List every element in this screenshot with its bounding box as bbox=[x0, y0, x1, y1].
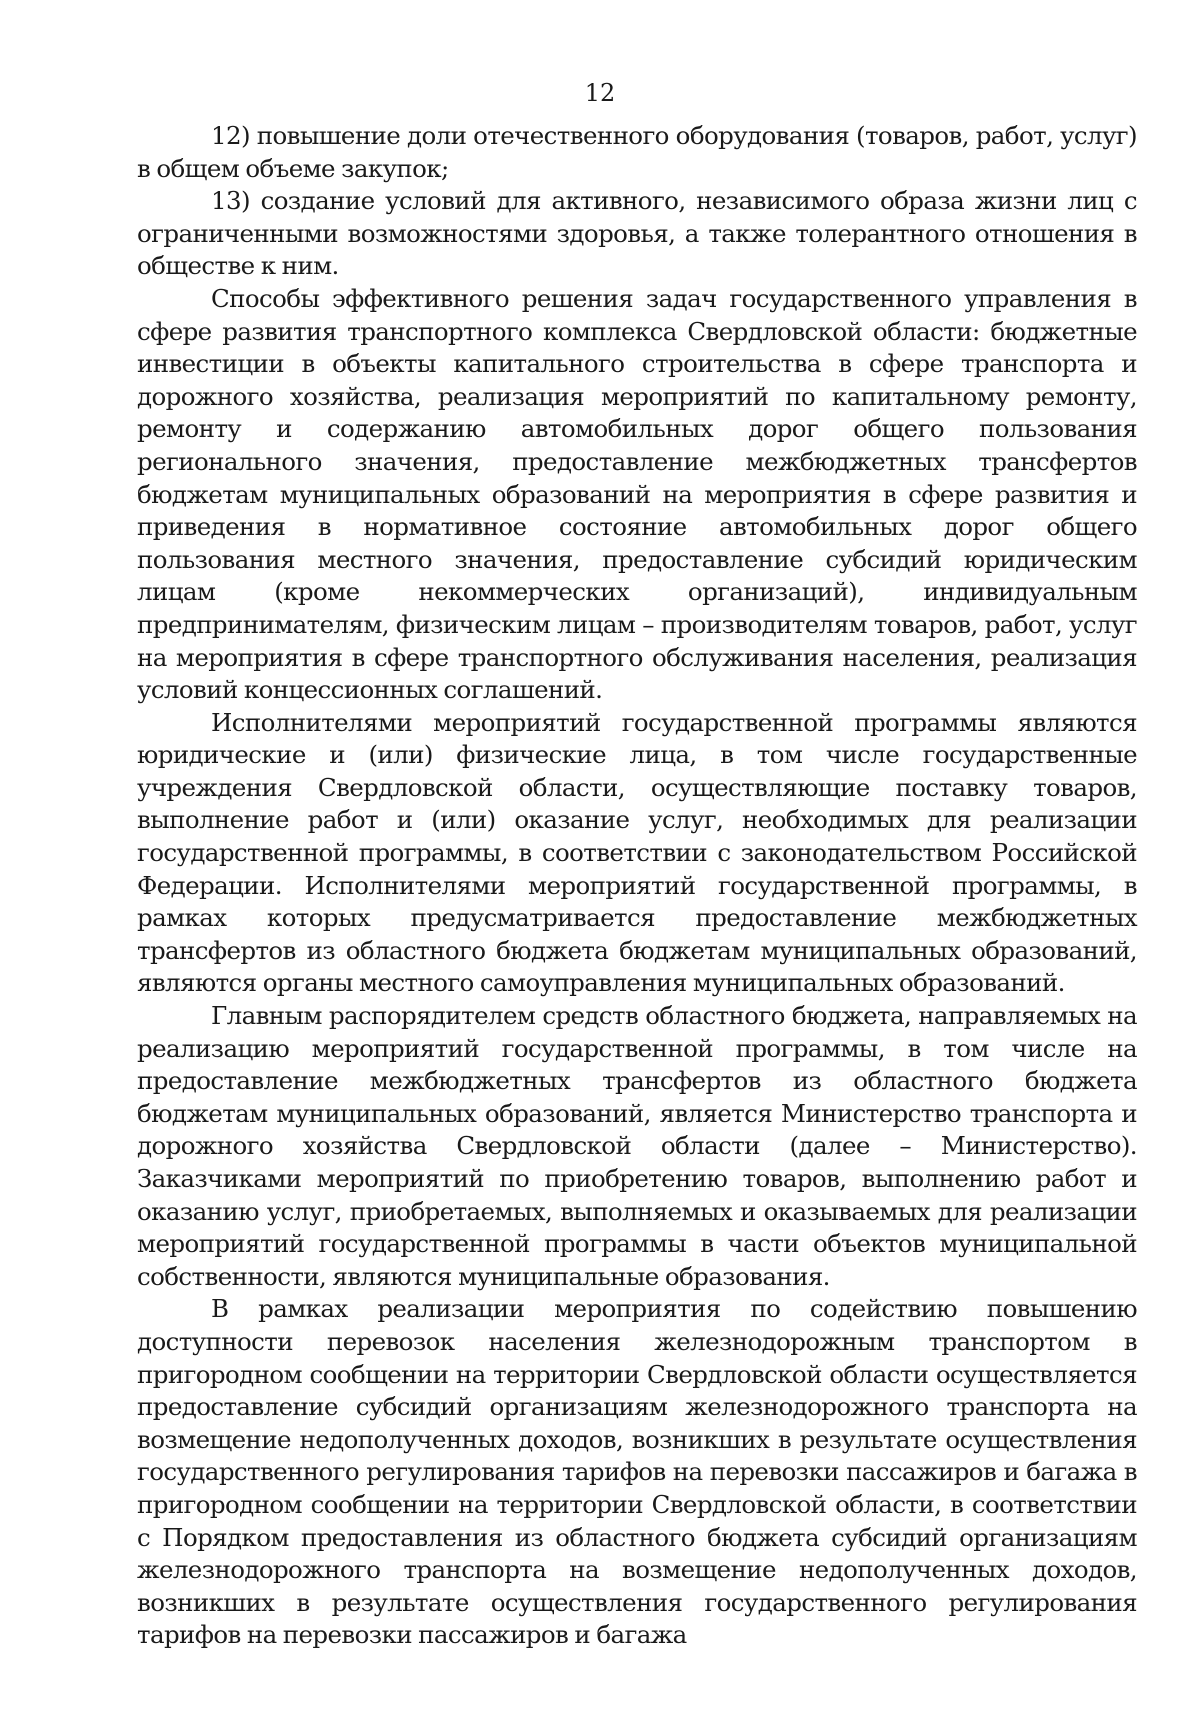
paragraph-budget-manager: Главным распорядителем средств областного бюджета, направляемых на реализацию мероприятий государственной программы, в том числе на предоставление межбюджетных трансфертов из областного бюджета бюджетам муниципальных образований, является Министерство транспорта и дорожного хозяйства Свердловской области (далее – Министерство). Заказчиками мероприятий по приобретению товаров, выполнению работ и оказанию услуг, приобретаемых, выполняемых и оказываемых для реализации мероприятий государственной программы в части объектов муниципальной собственности, являются муниципальные образования. bbox=[137, 1001, 1137, 1291]
paragraph-executors: Исполнителями мероприятий государственной программы являются юридические и (или) физические лица, в том числе государственные учреждения Свердловской области, осуществляющие поставку товаров, выполнение работ и (или) оказание услуг, необходимых для реализации государственной программы, в соответствии с законодательством Российской Федерации. Исполнителями мероприятий государственной программы, в рамках которых предусматривается предоставление межбюджетных трансфертов из областного бюджета бюджетам муниципальных образований, являются органы местного самоуправления муниципальных образований. bbox=[137, 707, 1137, 998]
document-body bbox=[137, 120, 1137, 1652]
paragraph-item-12: 12) повышение доли отечественного оборудования (товаров, работ, услуг) в общем объеме закупок; bbox=[137, 121, 1137, 183]
paragraph-railway-subsidies: В рамках реализации мероприятия по содействию повышению доступности перевозок населения железнодорожным транспортом в пригородном сообщении на территории Свердловской области осуществляется предоставление субсидий организациям железнодорожного транспорта на возмещение недополученных доходов, возникших в результате осуществления государственного регулирования тарифов на перевозки пассажиров и багажа в пригородном сообщении на территории Свердловской области, в соответствии с Порядком предоставления из областного бюджета субсидий организациям железнодорожного транспорта на возмещение недополученных доходов, возникших в результате осуществления государственного регулирования тарифов на перевозки пассажиров и багажа bbox=[137, 1294, 1137, 1650]
paragraph-methods: Способы эффективного решения задач государственного управления в сфере развития транспортного комплекса Свердловской области: бюджетные инвестиции в объекты капитального строительства в сфере транспорта и дорожного хозяйства, реализация мероприятий по капитальному ремонту, ремонту и содержанию автомобильных дорог общего пользования регионального значения, предоставление межбюджетных трансфертов бюджетам муниципальных образований на мероприятия в сфере развития и приведения в нормативное состояние автомобильных дорог общего пользования местного значения, предоставление субсидий юридическим лицам (кроме некоммерческих организаций), индивидуальным предпринимателям, физическим лицам – производителям товаров, работ, услуг на мероприятия в сфере транспортного обслуживания населения, реализация условий концессионных соглашений. bbox=[137, 283, 1137, 705]
paragraph-item-13: 13) создание условий для активного, независимого образа жизни лиц с ограниченными возможностями здоровья, а также толерантного отношения в обществе к ним. bbox=[137, 186, 1137, 281]
page-number: 12 bbox=[584, 79, 616, 107]
